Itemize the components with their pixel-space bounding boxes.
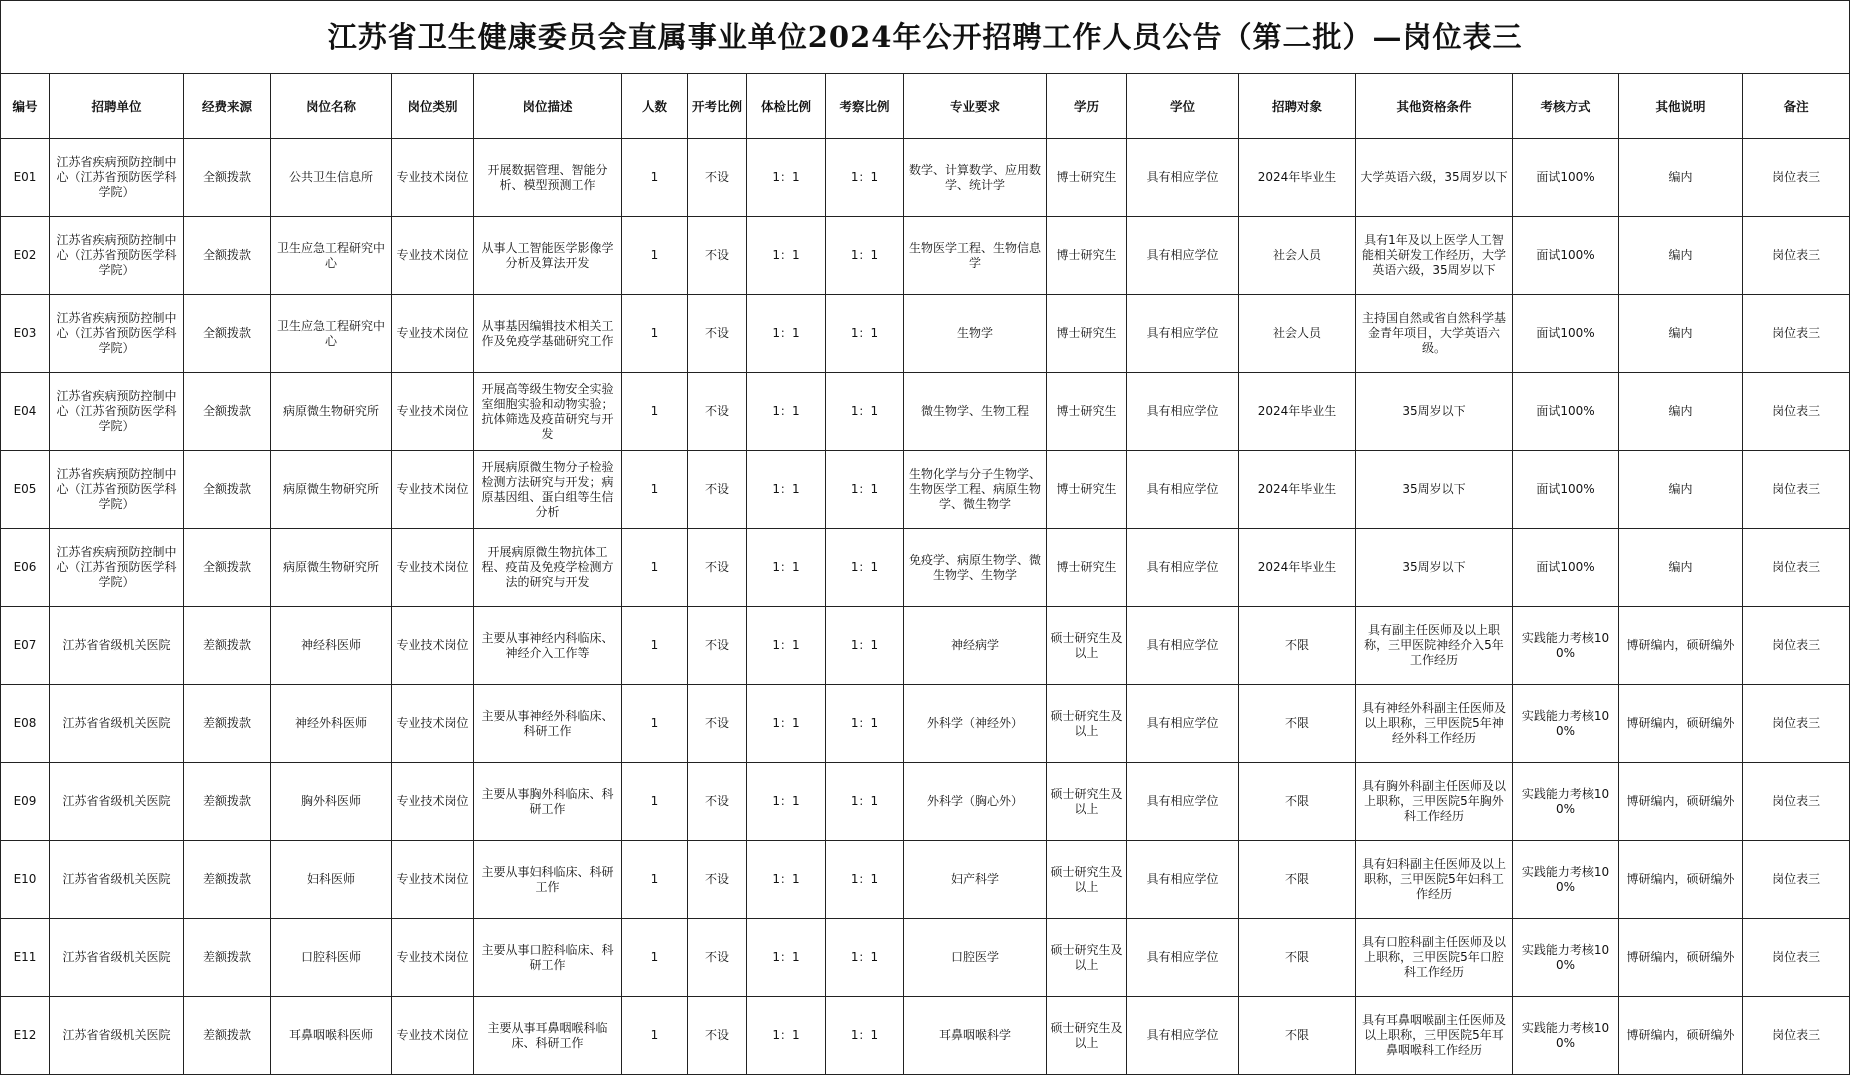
table-cell: 妇科医师 [271, 841, 392, 919]
table-cell: 2024年毕业生 [1239, 139, 1356, 217]
table-cell: 江苏省省级机关医院 [50, 919, 184, 997]
table-cell: 编内 [1619, 373, 1743, 451]
table-cell: 实践能力考核100% [1513, 997, 1619, 1075]
table-cell: 差额拨款 [184, 685, 271, 763]
table-cell: E05 [1, 451, 50, 529]
table-cell: 1：1 [747, 919, 826, 997]
table-cell: 主要从事口腔科临床、科研工作 [474, 919, 622, 997]
table-cell: 1 [622, 841, 688, 919]
table-cell: 主要从事妇科临床、科研工作 [474, 841, 622, 919]
table-cell: E09 [1, 763, 50, 841]
table-cell: 主持国自然或省自然科学基金青年项目，大学英语六级。 [1356, 295, 1513, 373]
table-cell: 硕士研究生及以上 [1047, 997, 1127, 1075]
table-cell: 耳鼻咽喉科学 [904, 997, 1047, 1075]
table-cell: 35周岁以下 [1356, 373, 1513, 451]
table-cell: 1：1 [747, 607, 826, 685]
table-cell: 硕士研究生及以上 [1047, 763, 1127, 841]
table-cell: 1 [622, 217, 688, 295]
table-cell: 编内 [1619, 295, 1743, 373]
table-cell: E12 [1, 997, 50, 1075]
table-cell: 社会人员 [1239, 217, 1356, 295]
table-cell: 全额拨款 [184, 373, 271, 451]
column-header: 备注 [1743, 74, 1850, 139]
table-cell: 口腔医学 [904, 919, 1047, 997]
table-cell: 1 [622, 139, 688, 217]
table-cell: 具有相应学位 [1127, 841, 1239, 919]
table-cell: 岗位表三 [1743, 763, 1850, 841]
column-header: 编号 [1, 74, 50, 139]
table-cell: 编内 [1619, 451, 1743, 529]
table-cell: 1：1 [747, 997, 826, 1075]
table-cell: 胸外科医师 [271, 763, 392, 841]
table-cell: 岗位表三 [1743, 997, 1850, 1075]
table-cell: 博研编内，硕研编外 [1619, 841, 1743, 919]
table-cell: 公共卫生信息所 [271, 139, 392, 217]
table-cell: 不设 [688, 529, 747, 607]
table-cell: 不设 [688, 451, 747, 529]
table-cell: 专业技术岗位 [392, 529, 474, 607]
table-cell: 微生物学、生物工程 [904, 373, 1047, 451]
table-row [1, 217, 1850, 295]
table-cell: 开展病原微生物分子检验检测方法研究与开发；病原基因组、蛋白组等生信分析 [474, 451, 622, 529]
table-cell: 全额拨款 [184, 529, 271, 607]
table-cell: 1 [622, 685, 688, 763]
table-cell: 外科学（胸心外） [904, 763, 1047, 841]
table-row [1, 139, 1850, 217]
table-cell: 岗位表三 [1743, 217, 1850, 295]
table-cell: 1：1 [826, 139, 904, 217]
table-cell: 全额拨款 [184, 295, 271, 373]
table-cell: 1：1 [826, 295, 904, 373]
table-cell: 1 [622, 763, 688, 841]
table-cell: 差额拨款 [184, 607, 271, 685]
table-cell: 差额拨款 [184, 997, 271, 1075]
table-cell: 岗位表三 [1743, 451, 1850, 529]
table-cell: 博研编内，硕研编外 [1619, 763, 1743, 841]
table-cell: 硕士研究生及以上 [1047, 685, 1127, 763]
table-cell: 专业技术岗位 [392, 685, 474, 763]
table-cell: 主要从事神经内科临床、神经介入工作等 [474, 607, 622, 685]
table-cell: 不设 [688, 841, 747, 919]
table-cell: 1 [622, 373, 688, 451]
table-cell: 主要从事胸外科临床、科研工作 [474, 763, 622, 841]
table-row [1, 451, 1850, 529]
table-cell: 1：1 [826, 763, 904, 841]
column-header: 学位 [1127, 74, 1239, 139]
table-cell: 病原微生物研究所 [271, 529, 392, 607]
table-cell: 生物化学与分子生物学、生物医学工程、病原生物学、微生物学 [904, 451, 1047, 529]
table-cell: 博士研究生 [1047, 217, 1127, 295]
table-cell: 江苏省疾病预防控制中心（江苏省预防医学科学院） [50, 451, 184, 529]
table-cell: 具有神经外科副主任医师及以上职称，三甲医院5年神经外科工作经历 [1356, 685, 1513, 763]
table-cell: 不设 [688, 919, 747, 997]
table-cell: 35周岁以下 [1356, 451, 1513, 529]
table-cell: 实践能力考核100% [1513, 685, 1619, 763]
table-cell: 从事基因编辑技术相关工作及免疫学基础研究工作 [474, 295, 622, 373]
table-cell: 神经病学 [904, 607, 1047, 685]
table-cell: 岗位表三 [1743, 139, 1850, 217]
table-cell: 生物医学工程、生物信息学 [904, 217, 1047, 295]
table-cell: 具有口腔科副主任医师及以上职称，三甲医院5年口腔科工作经历 [1356, 919, 1513, 997]
column-header: 体检比例 [747, 74, 826, 139]
table-cell: 1：1 [826, 217, 904, 295]
table-cell: 口腔科医师 [271, 919, 392, 997]
column-header: 招聘单位 [50, 74, 184, 139]
table-cell: 江苏省疾病预防控制中心（江苏省预防医学科学院） [50, 217, 184, 295]
table-cell: 具有耳鼻咽喉副主任医师及以上职称，三甲医院5年耳鼻咽喉科工作经历 [1356, 997, 1513, 1075]
table-cell: 岗位表三 [1743, 373, 1850, 451]
table-cell: 1 [622, 607, 688, 685]
table-cell: 专业技术岗位 [392, 451, 474, 529]
table-cell: 江苏省省级机关医院 [50, 685, 184, 763]
table-cell: 实践能力考核100% [1513, 763, 1619, 841]
table-cell: 不设 [688, 607, 747, 685]
table-cell: 差额拨款 [184, 841, 271, 919]
table-cell: 不限 [1239, 763, 1356, 841]
table-cell: 1：1 [747, 295, 826, 373]
table-cell: 具有相应学位 [1127, 295, 1239, 373]
table-cell: 妇产科学 [904, 841, 1047, 919]
table-cell: 不限 [1239, 607, 1356, 685]
table-cell: 硕士研究生及以上 [1047, 841, 1127, 919]
table-cell: 具有相应学位 [1127, 997, 1239, 1075]
column-header: 专业要求 [904, 74, 1047, 139]
column-header: 岗位名称 [271, 74, 392, 139]
table-cell: 不限 [1239, 685, 1356, 763]
table-cell: 具有妇科副主任医师及以上职称，三甲医院5年妇科工作经历 [1356, 841, 1513, 919]
table-cell: 江苏省疾病预防控制中心（江苏省预防医学科学院） [50, 373, 184, 451]
table-cell: 神经科医师 [271, 607, 392, 685]
table-cell: 岗位表三 [1743, 919, 1850, 997]
table-row [1, 685, 1850, 763]
table-cell: 1：1 [747, 841, 826, 919]
table-cell: 具有相应学位 [1127, 529, 1239, 607]
table-cell: 面试100% [1513, 451, 1619, 529]
table-row [1, 763, 1850, 841]
table-cell: 1 [622, 919, 688, 997]
table-cell: E04 [1, 373, 50, 451]
table-cell: 编内 [1619, 529, 1743, 607]
table-cell: 1：1 [747, 763, 826, 841]
table-cell: 博士研究生 [1047, 529, 1127, 607]
table-cell: 不设 [688, 997, 747, 1075]
column-header: 其他说明 [1619, 74, 1743, 139]
column-header: 岗位类别 [392, 74, 474, 139]
table-cell: 全额拨款 [184, 217, 271, 295]
table-cell: 免疫学、病原生物学、微生物学、生物学 [904, 529, 1047, 607]
table-cell: 江苏省疾病预防控制中心（江苏省预防医学科学院） [50, 139, 184, 217]
table-cell: 专业技术岗位 [392, 295, 474, 373]
table-cell: 1 [622, 529, 688, 607]
table-cell: 博士研究生 [1047, 295, 1127, 373]
table-cell: 编内 [1619, 217, 1743, 295]
table-cell: 江苏省疾病预防控制中心（江苏省预防医学科学院） [50, 529, 184, 607]
table-cell: 开展高等级生物安全实验室细胞实验和动物实验；抗体筛选及疫苗研究与开发 [474, 373, 622, 451]
table-cell: 专业技术岗位 [392, 919, 474, 997]
table-cell: 2024年毕业生 [1239, 373, 1356, 451]
table-cell: 病原微生物研究所 [271, 373, 392, 451]
table-cell: 社会人员 [1239, 295, 1356, 373]
table-cell: E08 [1, 685, 50, 763]
table-cell: 1：1 [826, 451, 904, 529]
table-cell: 不设 [688, 217, 747, 295]
table-cell: 不设 [688, 139, 747, 217]
table-cell: 具有相应学位 [1127, 607, 1239, 685]
table-cell: E11 [1, 919, 50, 997]
column-header: 人数 [622, 74, 688, 139]
table-cell: 1：1 [747, 139, 826, 217]
table-cell: 主要从事神经外科临床、科研工作 [474, 685, 622, 763]
table-cell: 专业技术岗位 [392, 997, 474, 1075]
table-cell: 大学英语六级，35周岁以下 [1356, 139, 1513, 217]
table-cell: 实践能力考核100% [1513, 607, 1619, 685]
table-cell: 面试100% [1513, 373, 1619, 451]
table-cell: E07 [1, 607, 50, 685]
table-cell: 博士研究生 [1047, 139, 1127, 217]
table-cell: 硕士研究生及以上 [1047, 919, 1127, 997]
table-cell: 1：1 [826, 919, 904, 997]
column-header: 考核方式 [1513, 74, 1619, 139]
column-header: 开考比例 [688, 74, 747, 139]
table-cell: 2024年毕业生 [1239, 451, 1356, 529]
table-cell: 具有副主任医师及以上职称，三甲医院神经介入5年工作经历 [1356, 607, 1513, 685]
table-cell: E01 [1, 139, 50, 217]
table-cell: 具有1年及以上医学人工智能相关研发工作经历，大学英语六级，35周岁以下 [1356, 217, 1513, 295]
header-row [1, 74, 1850, 139]
table-cell: 面试100% [1513, 529, 1619, 607]
table-cell: 江苏省疾病预防控制中心（江苏省预防医学科学院） [50, 295, 184, 373]
table-cell: 1：1 [826, 607, 904, 685]
table-cell: 1：1 [826, 997, 904, 1075]
table-cell: 1：1 [826, 373, 904, 451]
table-cell: 1 [622, 451, 688, 529]
table-cell: 专业技术岗位 [392, 607, 474, 685]
table-cell: 具有相应学位 [1127, 685, 1239, 763]
table-cell: 2024年毕业生 [1239, 529, 1356, 607]
table-cell: 1：1 [826, 529, 904, 607]
table-cell: 岗位表三 [1743, 841, 1850, 919]
table-cell: 专业技术岗位 [392, 373, 474, 451]
table-cell: 具有相应学位 [1127, 373, 1239, 451]
table-cell: 具有相应学位 [1127, 451, 1239, 529]
table-cell: E03 [1, 295, 50, 373]
table-cell: 从事人工智能医学影像学分析及算法开发 [474, 217, 622, 295]
table-cell: 差额拨款 [184, 763, 271, 841]
table-cell: 江苏省省级机关医院 [50, 763, 184, 841]
table-cell: 博研编内，硕研编外 [1619, 685, 1743, 763]
table-cell: 不限 [1239, 841, 1356, 919]
table-cell: 全额拨款 [184, 139, 271, 217]
table-cell: 博研编内，硕研编外 [1619, 607, 1743, 685]
table-cell: 面试100% [1513, 295, 1619, 373]
table-cell: 博士研究生 [1047, 451, 1127, 529]
table-row [1, 373, 1850, 451]
table-cell: 江苏省省级机关医院 [50, 841, 184, 919]
table-cell: 编内 [1619, 139, 1743, 217]
table-cell: 专业技术岗位 [392, 841, 474, 919]
table-cell: 开展病原微生物抗体工程、疫苗及免疫学检测方法的研究与开发 [474, 529, 622, 607]
table-cell: 卫生应急工程研究中心 [271, 217, 392, 295]
table-cell: 差额拨款 [184, 919, 271, 997]
table-cell: 不限 [1239, 919, 1356, 997]
column-header: 学历 [1047, 74, 1127, 139]
table-cell: 博研编内，硕研编外 [1619, 919, 1743, 997]
table-row [1, 529, 1850, 607]
table-cell: 神经外科医师 [271, 685, 392, 763]
table-cell: 岗位表三 [1743, 529, 1850, 607]
table-row [1, 295, 1850, 373]
table-cell: 1：1 [747, 685, 826, 763]
table-cell: 1：1 [747, 451, 826, 529]
table-cell: 具有相应学位 [1127, 763, 1239, 841]
table-cell: 数学、计算数学、应用数学、统计学 [904, 139, 1047, 217]
table-cell: 1：1 [747, 373, 826, 451]
table-cell: 开展数据管理、智能分析、模型预测工作 [474, 139, 622, 217]
table-cell: 主要从事耳鼻咽喉科临床、科研工作 [474, 997, 622, 1075]
table-cell: 35周岁以下 [1356, 529, 1513, 607]
table-cell: 岗位表三 [1743, 607, 1850, 685]
table-cell: E02 [1, 217, 50, 295]
column-header: 招聘对象 [1239, 74, 1356, 139]
table-cell: 面试100% [1513, 217, 1619, 295]
table-cell: 具有胸外科副主任医师及以上职称，三甲医院5年胸外科工作经历 [1356, 763, 1513, 841]
table-row [1, 607, 1850, 685]
table-cell: 1 [622, 295, 688, 373]
page-title: 江苏省卫生健康委员会直属事业单位2024年公开招聘工作人员公告（第二批）—岗位表三 [1, 1, 1850, 74]
table-cell: 1：1 [826, 841, 904, 919]
table-cell: 生物学 [904, 295, 1047, 373]
table-row [1, 919, 1850, 997]
table-cell: 1 [622, 997, 688, 1075]
table-cell: E10 [1, 841, 50, 919]
column-header: 经费来源 [184, 74, 271, 139]
table-cell: 具有相应学位 [1127, 919, 1239, 997]
table-cell: 全额拨款 [184, 451, 271, 529]
table-cell: 不设 [688, 685, 747, 763]
table-cell: E06 [1, 529, 50, 607]
table-cell: 不设 [688, 763, 747, 841]
table-cell: 岗位表三 [1743, 295, 1850, 373]
table-cell: 耳鼻咽喉科医师 [271, 997, 392, 1075]
table-cell: 卫生应急工程研究中心 [271, 295, 392, 373]
table-row [1, 997, 1850, 1075]
table-cell: 专业技术岗位 [392, 139, 474, 217]
table-cell: 1：1 [826, 685, 904, 763]
table-cell: 1：1 [747, 217, 826, 295]
table-cell: 江苏省省级机关医院 [50, 607, 184, 685]
table-cell: 博士研究生 [1047, 373, 1127, 451]
table-cell: 病原微生物研究所 [271, 451, 392, 529]
table-cell: 1：1 [747, 529, 826, 607]
table-cell: 专业技术岗位 [392, 763, 474, 841]
table-cell: 岗位表三 [1743, 685, 1850, 763]
table-cell: 江苏省省级机关医院 [50, 997, 184, 1075]
table-cell: 实践能力考核100% [1513, 841, 1619, 919]
table-cell: 不设 [688, 373, 747, 451]
table-cell: 不限 [1239, 997, 1356, 1075]
table-row [1, 841, 1850, 919]
table-cell: 不设 [688, 295, 747, 373]
column-header: 其他资格条件 [1356, 74, 1513, 139]
table-cell: 博研编内，硕研编外 [1619, 997, 1743, 1075]
table-cell: 实践能力考核100% [1513, 919, 1619, 997]
table-cell: 具有相应学位 [1127, 139, 1239, 217]
column-header: 考察比例 [826, 74, 904, 139]
table-cell: 硕士研究生及以上 [1047, 607, 1127, 685]
table-cell: 外科学（神经外） [904, 685, 1047, 763]
table-cell: 具有相应学位 [1127, 217, 1239, 295]
column-header: 岗位描述 [474, 74, 622, 139]
table-cell: 面试100% [1513, 139, 1619, 217]
table-cell: 专业技术岗位 [392, 217, 474, 295]
